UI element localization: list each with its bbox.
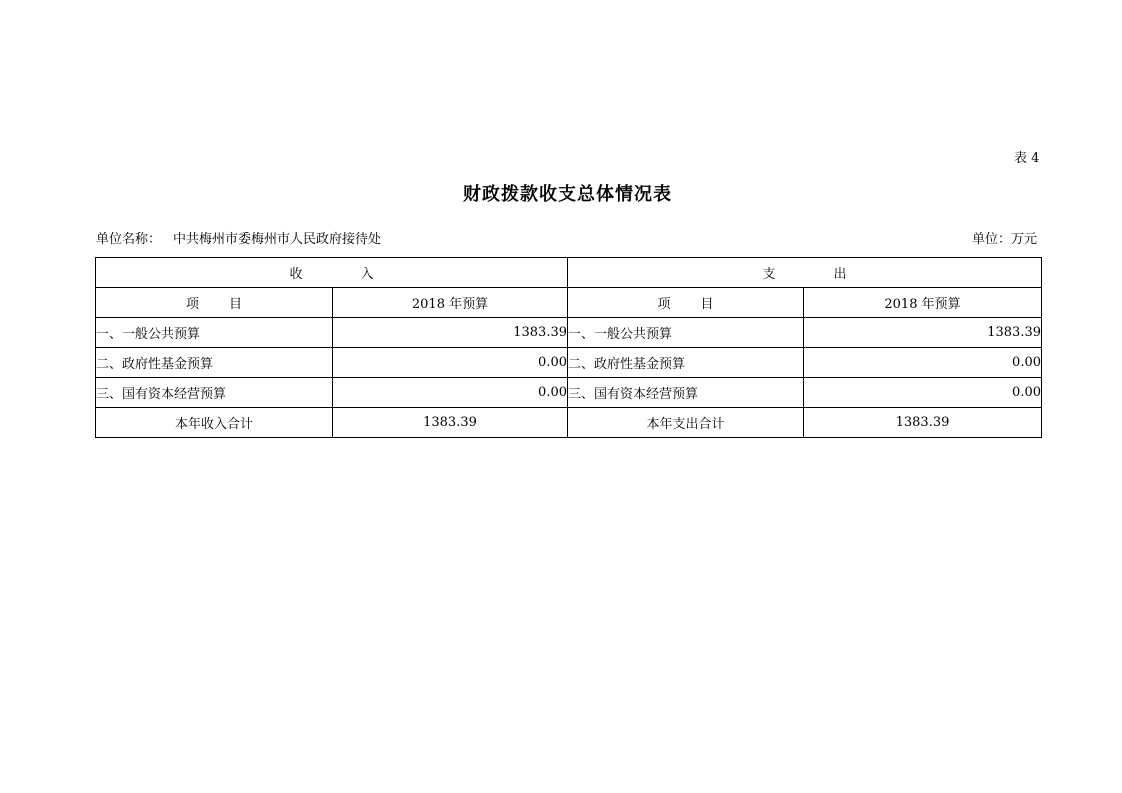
expense-header-char-2: 出 — [833, 267, 847, 282]
income-total-label: 本年收入合计 — [96, 408, 333, 438]
table-row — [96, 318, 1042, 348]
income-item-header — [96, 288, 333, 318]
table-number: 表 4 — [1014, 151, 1040, 166]
expense-value-cell: 0.00 — [804, 378, 1042, 408]
expense-value-cell: 1383.39 — [804, 318, 1042, 348]
page-title: 财政拨款收支总体情况表 — [463, 184, 672, 205]
table-row — [96, 378, 1042, 408]
income-value-cell: 1383.39 — [333, 318, 568, 348]
income-item-cell: 一、一般公共预算 — [96, 318, 333, 348]
income-value-cell: 0.00 — [333, 348, 568, 378]
income-total-value: 1383.39 — [333, 408, 568, 438]
expense-total-value: 1383.39 — [804, 408, 1042, 438]
unit-name-line — [96, 228, 381, 247]
income-header-char-1: 收 — [289, 267, 303, 282]
currency-unit: 单位：万元 — [972, 232, 1038, 247]
expense-budget-header: 2018 年预算 — [804, 288, 1042, 318]
income-item-cell: 三、国有资本经营预算 — [96, 378, 333, 408]
table-row — [96, 348, 1042, 378]
column-header-row — [96, 288, 1042, 318]
unit-name-value: 中共梅州市委梅州市人民政府接待处 — [173, 232, 382, 247]
item-header-char-2: 目 — [700, 297, 714, 312]
expense-header-char-1: 支 — [762, 267, 776, 282]
income-header-char-2: 入 — [360, 267, 374, 282]
income-section-header — [96, 258, 568, 288]
item-header-char-2: 目 — [229, 297, 243, 312]
totals-row — [96, 408, 1042, 438]
expense-value-cell: 0.00 — [804, 348, 1042, 378]
budget-table — [95, 257, 1042, 438]
expense-item-cell: 一、一般公共预算 — [568, 318, 804, 348]
unit-name-label: 单位名称： — [96, 232, 162, 247]
expense-item-cell: 三、国有资本经营预算 — [568, 378, 804, 408]
expense-total-label: 本年支出合计 — [568, 408, 804, 438]
section-header-row — [96, 258, 1042, 288]
expense-section-header — [568, 258, 1042, 288]
expense-item-header — [568, 288, 804, 318]
item-header-char-1: 项 — [185, 297, 199, 312]
income-budget-header: 2018 年预算 — [333, 288, 568, 318]
income-value-cell: 0.00 — [333, 378, 568, 408]
item-header-char-1: 项 — [657, 297, 671, 312]
expense-item-cell: 二、政府性基金预算 — [568, 348, 804, 378]
income-item-cell: 二、政府性基金预算 — [96, 348, 333, 378]
